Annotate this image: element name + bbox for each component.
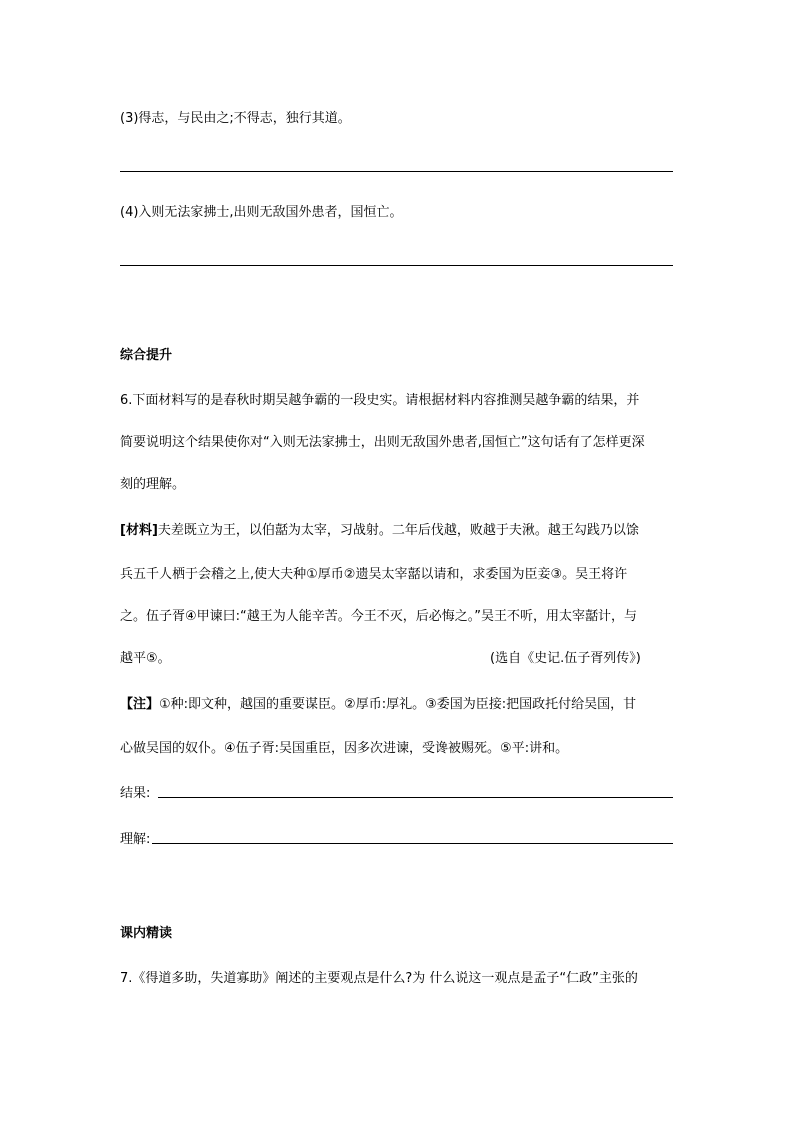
- q6-prompt-line-2: 简要说明这个结果使你对“入则无法家拂士，出则无敌国外患者,国恒亡”这句话有了怎样更深: [120, 435, 645, 450]
- material-line-1: [120, 519, 639, 538]
- material-line-2: 兵五千人栖于会稽之上,使大夫种①厚币②遗吴太宰嚭以请和，求委国为臣妾③。吴王将许: [120, 567, 628, 582]
- material-line-4: 越平⑤。: [120, 651, 171, 666]
- q5-item-4: (4)入则无法家拂士,出则无敌国外患者，国恒亡。: [120, 205, 403, 220]
- section-heading-inclass: 课内精读: [120, 926, 173, 941]
- answer-line-3[interactable]: [120, 171, 673, 172]
- answer-line-4[interactable]: [120, 265, 673, 266]
- section-heading-comprehensive: 综合提升: [120, 348, 173, 363]
- material-text-1: 夫差既立为王，以伯嚭为太宰，习战射。二年后伐越，败越于夫湫。越王勾践乃以馀: [157, 523, 639, 538]
- material-source: (选自《史记.伍子胥列传》): [490, 651, 641, 666]
- material-line-3: 之。伍子胥④甲谏曰:“越王为人能辛苦。今王不灭，后必悔之。”吴王不听，用太宰嚭计，与: [120, 609, 638, 624]
- q7-prompt-line-1: 7.《得道多助，失道寡助》阐述的主要观点是什么?为 什么说这一观点是孟子“仁政”主张的: [120, 971, 638, 986]
- note-line-1: [120, 693, 636, 712]
- q6-prompt-line-1: 6.下面材料写的是春秋时期吴越争霸的一段史实。请根据材料内容推测吴越争霸的结果，并: [120, 393, 640, 408]
- note-label: 【注】: [120, 697, 160, 712]
- understanding-answer-line[interactable]: [152, 843, 673, 844]
- result-answer-line[interactable]: [158, 797, 673, 798]
- understanding-label: 理解:: [120, 832, 151, 847]
- q6-prompt-line-3: 刻的理解。: [120, 477, 186, 492]
- note-text-1: ①种:即文种，越国的重要谋臣。②厚币:厚礼。③委国为臣接:把国政托付给吴国，甘: [159, 697, 637, 712]
- note-line-2: 心做吴国的奴仆。④伍子胥:吴国重臣，因多次进谏，受谗被赐死。⑤平:讲和。: [120, 741, 569, 756]
- material-label: [材料]: [120, 523, 158, 538]
- q5-item-3: (3)得志，与民由之;不得志，独行其道。: [120, 111, 351, 126]
- result-label: 结果:: [120, 786, 151, 801]
